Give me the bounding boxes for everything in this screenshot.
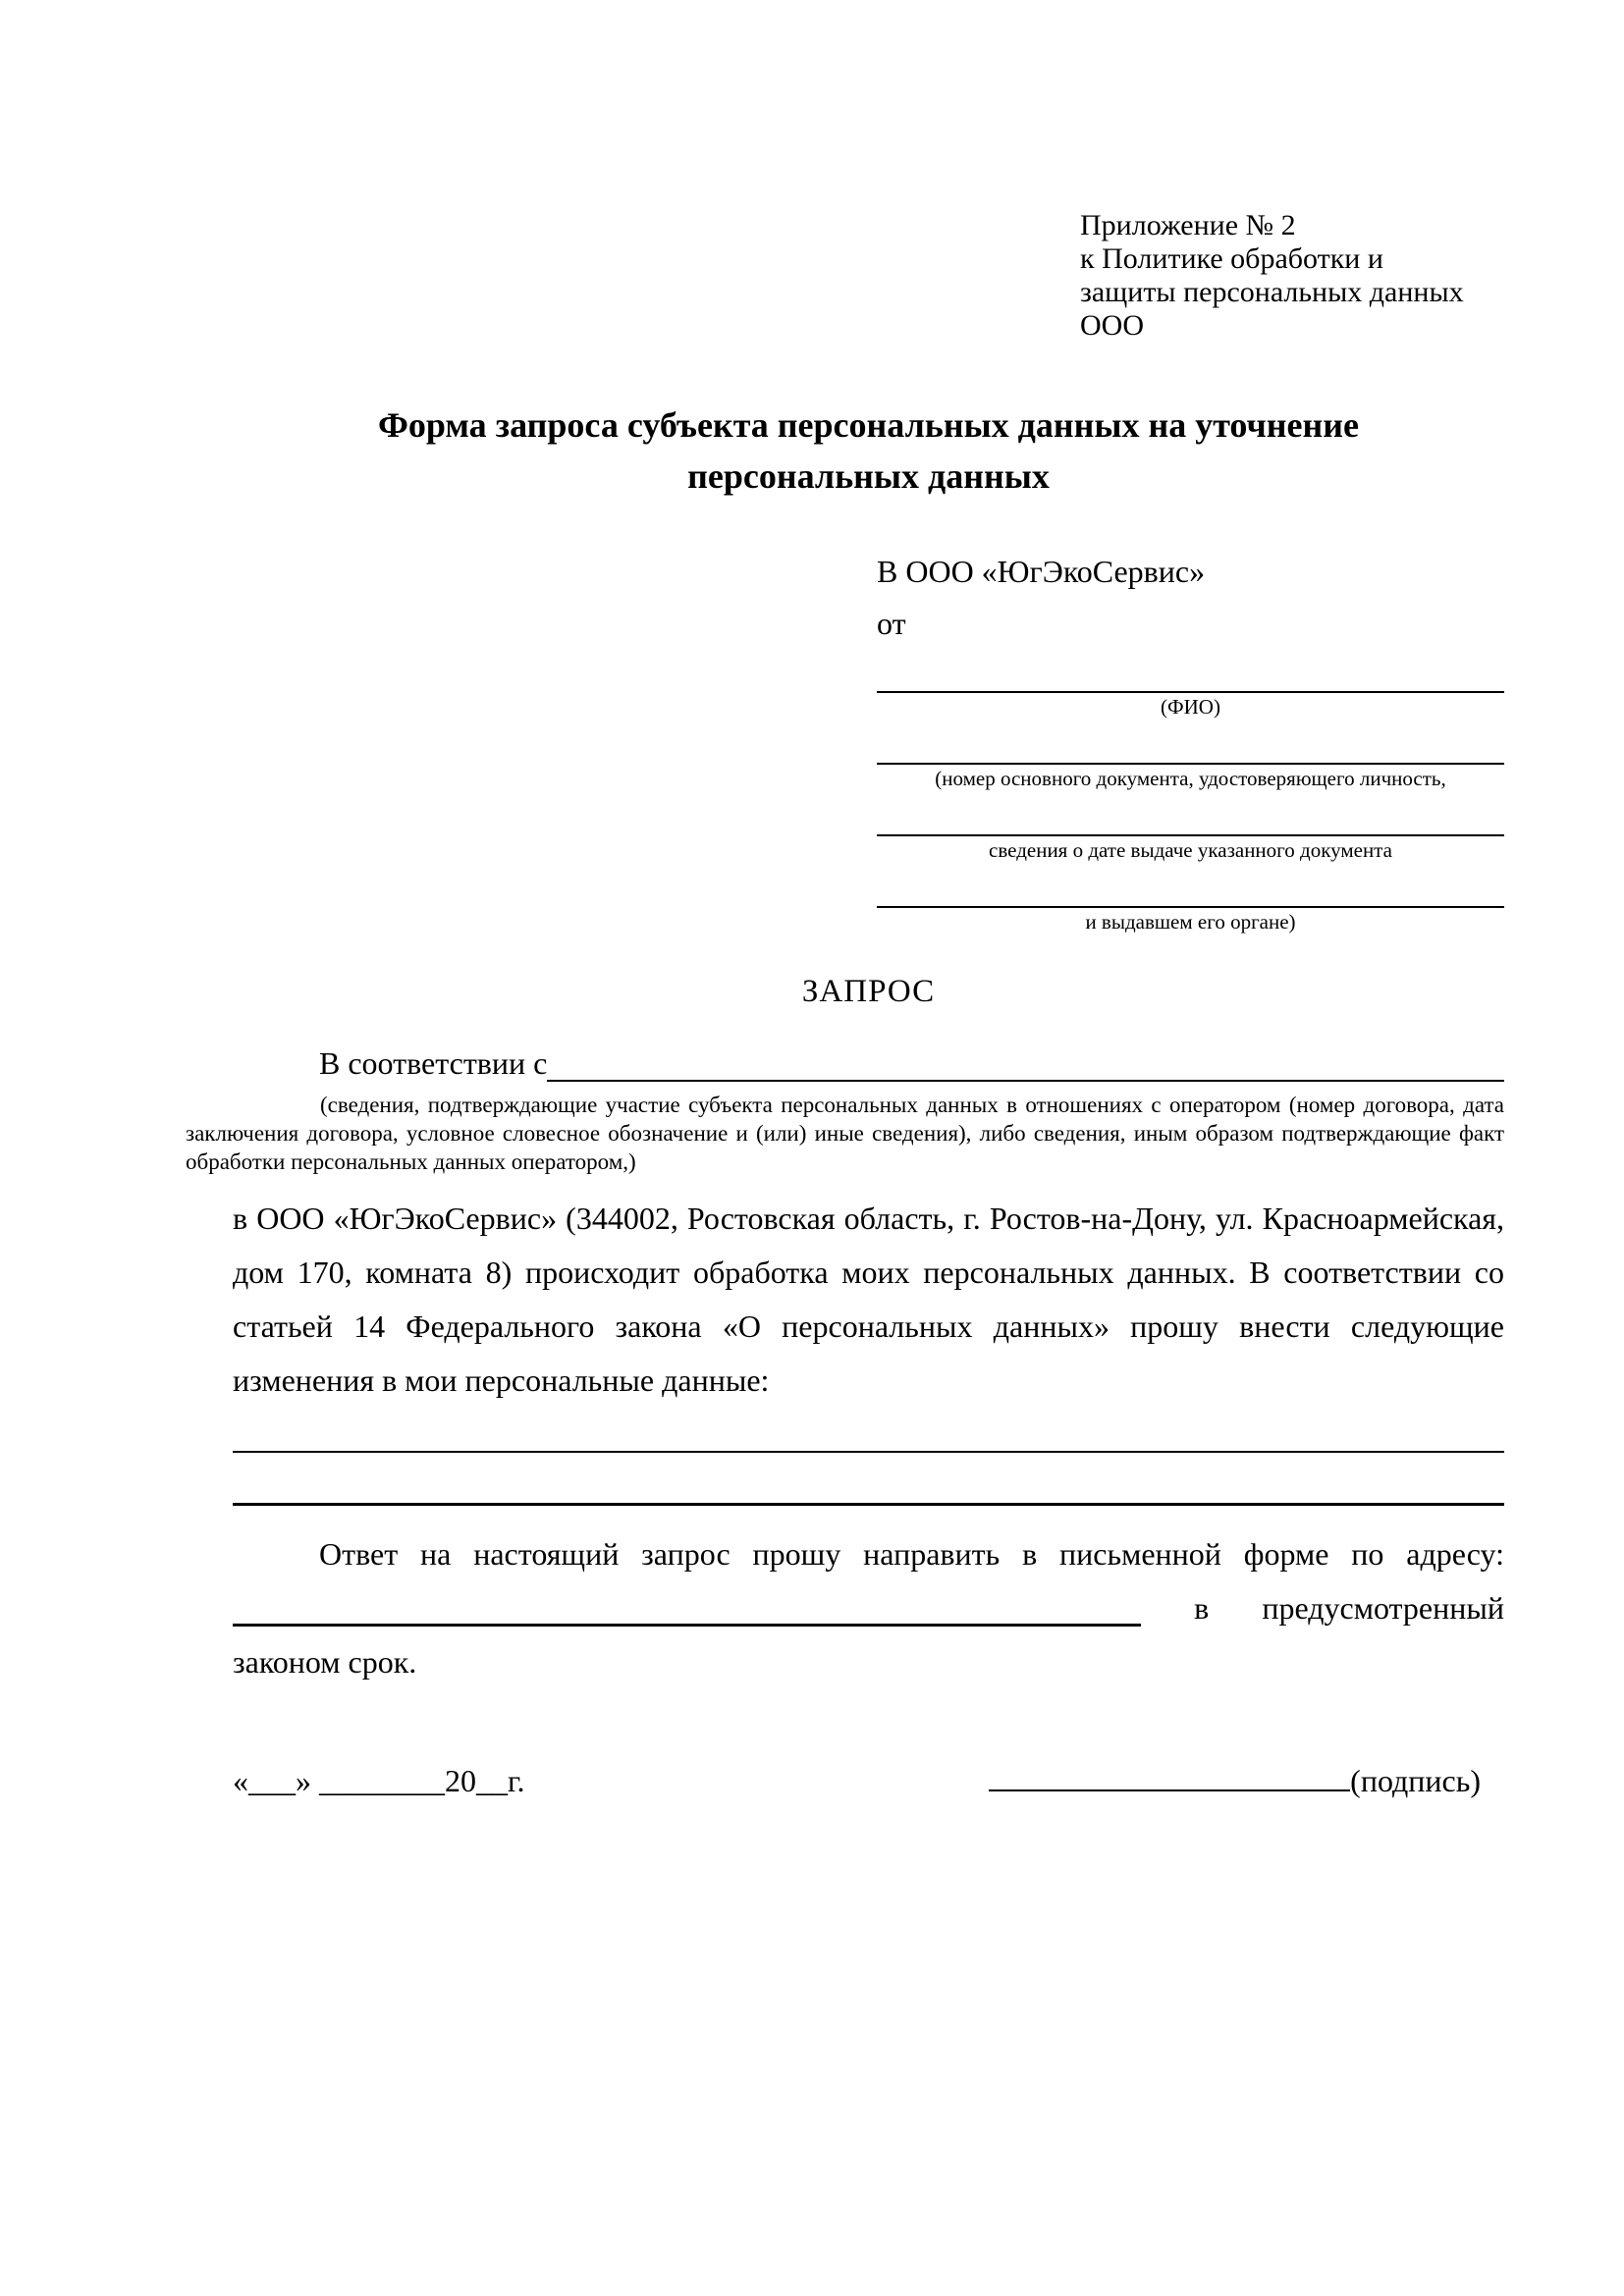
accordance-line xyxy=(233,1037,1504,1091)
appendix-note-line: Приложение № 2 xyxy=(1080,209,1296,241)
fio-caption: (ФИО) xyxy=(1161,695,1220,719)
accordance-prefix: В соответствии с xyxy=(319,1045,548,1081)
changes-blank-line-1 xyxy=(233,1408,1504,1453)
document-number-caption: (номер основного документа, удостоверяющего личность, xyxy=(935,767,1446,790)
issue-date-blank-line xyxy=(877,791,1504,836)
signature-block xyxy=(989,1754,1481,1808)
addressee-from-label: от xyxy=(877,606,906,641)
footer-row xyxy=(233,1754,1504,1808)
document-number-field xyxy=(877,720,1504,791)
fio-blank-line xyxy=(877,648,1504,693)
issuing-authority-caption: и выдавшем его органе) xyxy=(1085,910,1296,934)
accordance-caption: (сведения, подтверждающие участие субъекта персональных данных в отношениях с оператором (номер договора, дата заключения договора, условное словесное обозначение и (или) иные сведения), либо сведения, иным образом подтверждающие факт обработки персональных данных оператором,) xyxy=(186,1093,1504,1174)
date-line: «___» ________20__г. xyxy=(233,1763,525,1798)
appendix-note-line: ООО xyxy=(1080,309,1144,342)
document-number-blank-line xyxy=(877,720,1504,765)
addressee-block xyxy=(877,545,1504,934)
reply-paragraph xyxy=(233,1527,1504,1689)
issue-date-caption: сведения о дате выдаче указанного документа xyxy=(989,838,1392,862)
addressee-to: В ООО «ЮгЭкоСервис» xyxy=(877,554,1206,589)
reply-word-stipulated: предусмотренный xyxy=(1262,1590,1504,1626)
reply-line-1: Ответ на настоящий запрос прошу направить в письменной форме по адресу: xyxy=(319,1536,1504,1572)
signature-blank-line xyxy=(989,1756,1350,1791)
fio-field xyxy=(877,648,1504,720)
reply-line-2 xyxy=(233,1581,1504,1635)
reply-line-3: законом срок. xyxy=(233,1644,417,1680)
appendix-note-line: к Политике обработки и xyxy=(1080,242,1383,275)
document-title: Форма запроса субъекта персональных данных на уточнение персональных данных xyxy=(378,405,1359,496)
changes-blank-line-2 xyxy=(233,1453,1504,1506)
signature-caption: (подпись) xyxy=(1350,1763,1481,1798)
appendix-note-line: защиты персональных данных xyxy=(1080,276,1464,308)
accordance-blank-line xyxy=(547,1037,1504,1082)
main-paragraph: в ООО «ЮгЭкоСервис» (344002, Ростовская область, г. Ростов-на-Дону, ул. Красноармейская, дом 170, комната 8) происходит обработка моих персональных данных. В соответствии со статьей 14 Федерального закона «О персональных данных» прошу внести следующие изменения в мои персональные данные: xyxy=(233,1201,1504,1398)
issue-date-field xyxy=(877,791,1504,863)
issuing-authority-field xyxy=(877,863,1504,934)
reply-word-in: в xyxy=(1194,1590,1210,1626)
appendix-note xyxy=(1080,209,1504,343)
address-blank-line xyxy=(233,1624,1141,1627)
document-content xyxy=(186,209,1504,1808)
request-heading: ЗАПРОС xyxy=(801,974,936,1009)
issuing-authority-blank-line xyxy=(877,863,1504,908)
